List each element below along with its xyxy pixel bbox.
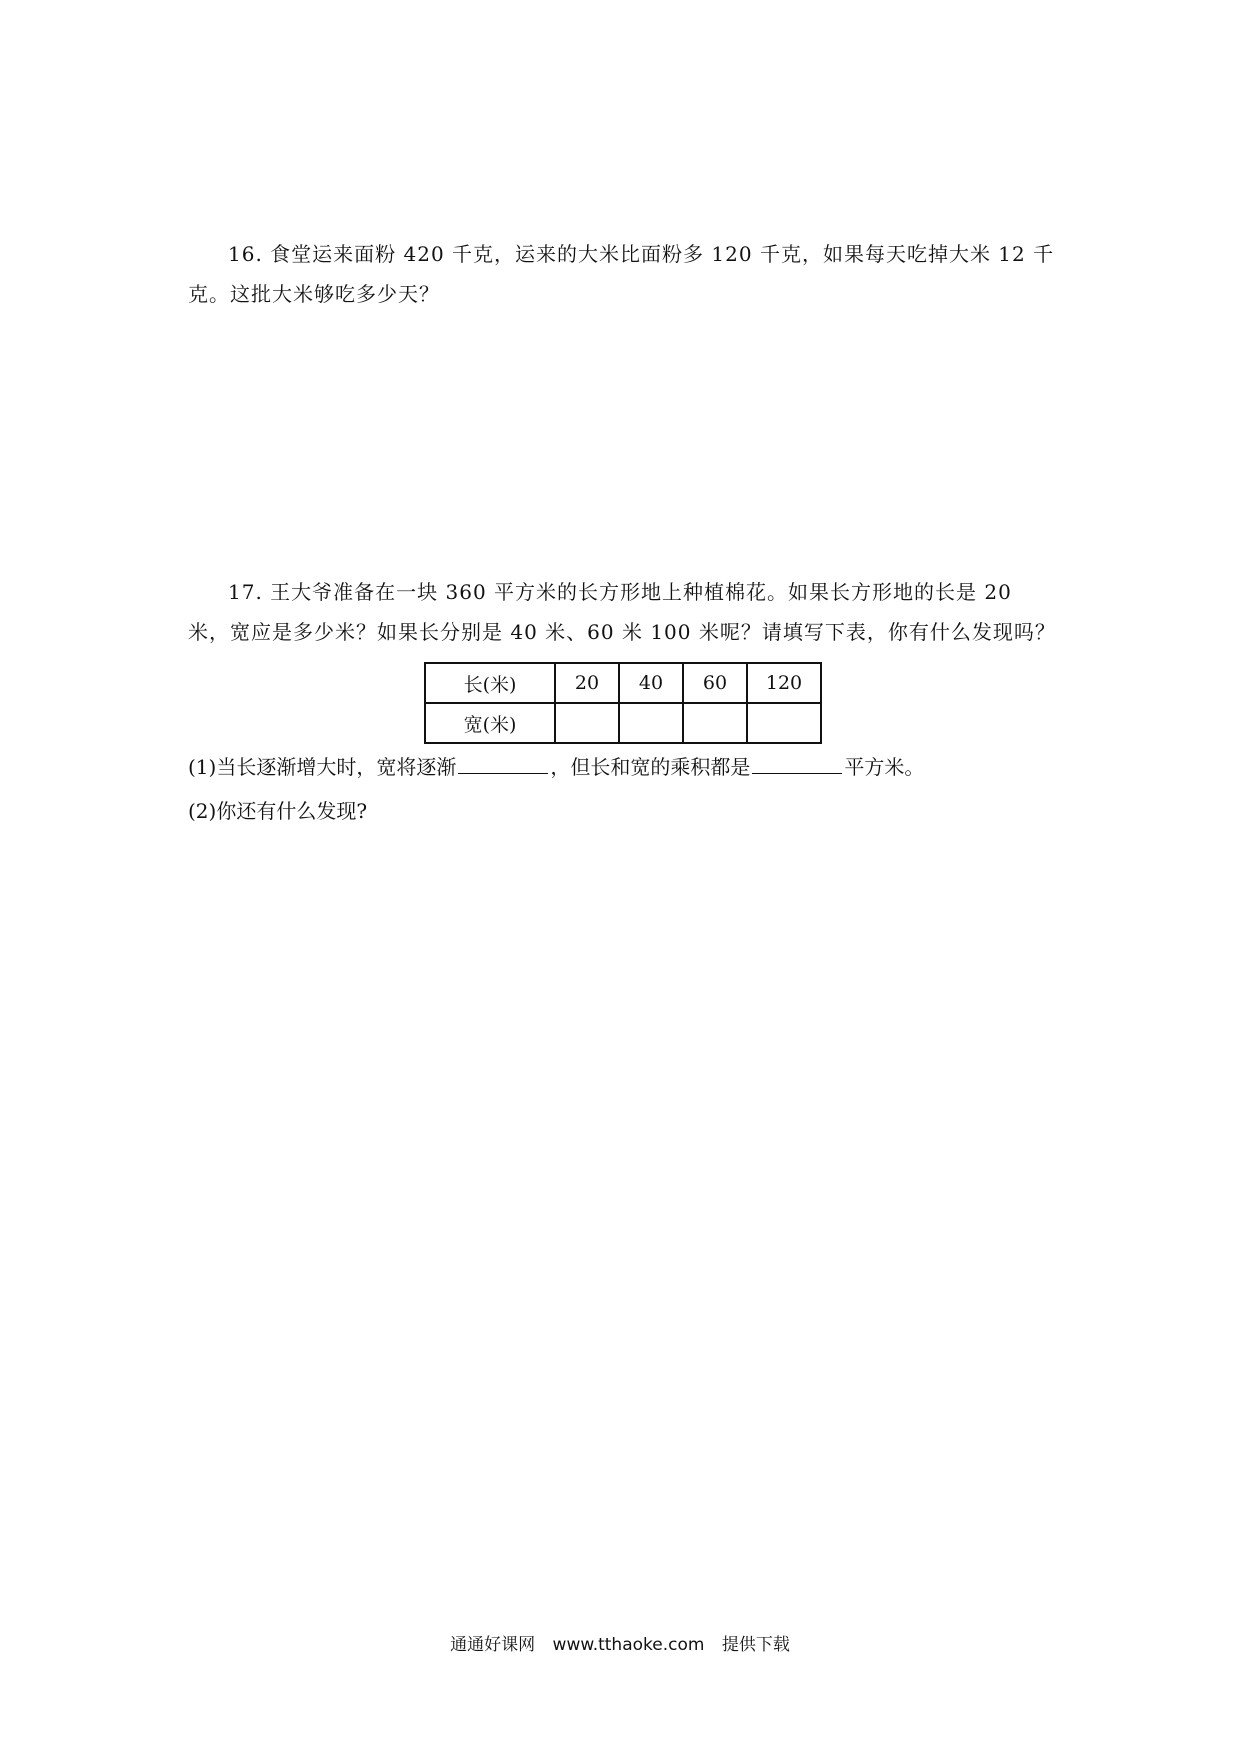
sub-question-2: (2)你还有什么发现? (188, 799, 368, 823)
table-cell: 60 (683, 663, 747, 703)
sub-question-1-part3: 平方米。 (844, 755, 925, 779)
table-cell: 20 (555, 663, 619, 703)
table-header-width: 宽(米) (425, 703, 555, 743)
table-cell-blank[interactable] (683, 703, 747, 743)
table-row (425, 663, 821, 703)
table-header-length: 长(米) (425, 663, 555, 703)
question-16: 16. 食堂运来面粉 420 千克，运来的大米比面粉多 120 千克，如果每天吃掉大米 12 千克。这批大米够吃多少天？ (188, 242, 1055, 306)
sub-question-1-part1: (1)当长逐渐增大时，宽将逐渐 (188, 755, 457, 779)
table-cell: 40 (619, 663, 683, 703)
answer-blank[interactable] (458, 755, 548, 774)
footer-site-name: 通通好课网 (450, 1635, 536, 1655)
table-cell: 120 (747, 663, 821, 703)
sub-question-1-part2: ，但长和宽的乘积都是 (550, 755, 751, 779)
length-width-table (424, 662, 822, 744)
page-footer (0, 1630, 1240, 1655)
question-17: 17. 王大爷准备在一块 360 平方米的长方形地上种植棉花。如果长方形地的长是 20 米，宽应是多少米？如果长分别是 40 米、60 米 100 米呢？请填写下表，你有什么发现吗？ (188, 580, 1056, 644)
table-cell-blank[interactable] (747, 703, 821, 743)
footer-url: www.tthaoke.com (552, 1635, 705, 1655)
answer-blank[interactable] (752, 755, 842, 774)
table-row (425, 703, 821, 743)
sub-question-1 (188, 752, 924, 782)
table-cell-blank[interactable] (555, 703, 619, 743)
footer-suffix: 提供下载 (721, 1635, 790, 1655)
table-cell-blank[interactable] (619, 703, 683, 743)
